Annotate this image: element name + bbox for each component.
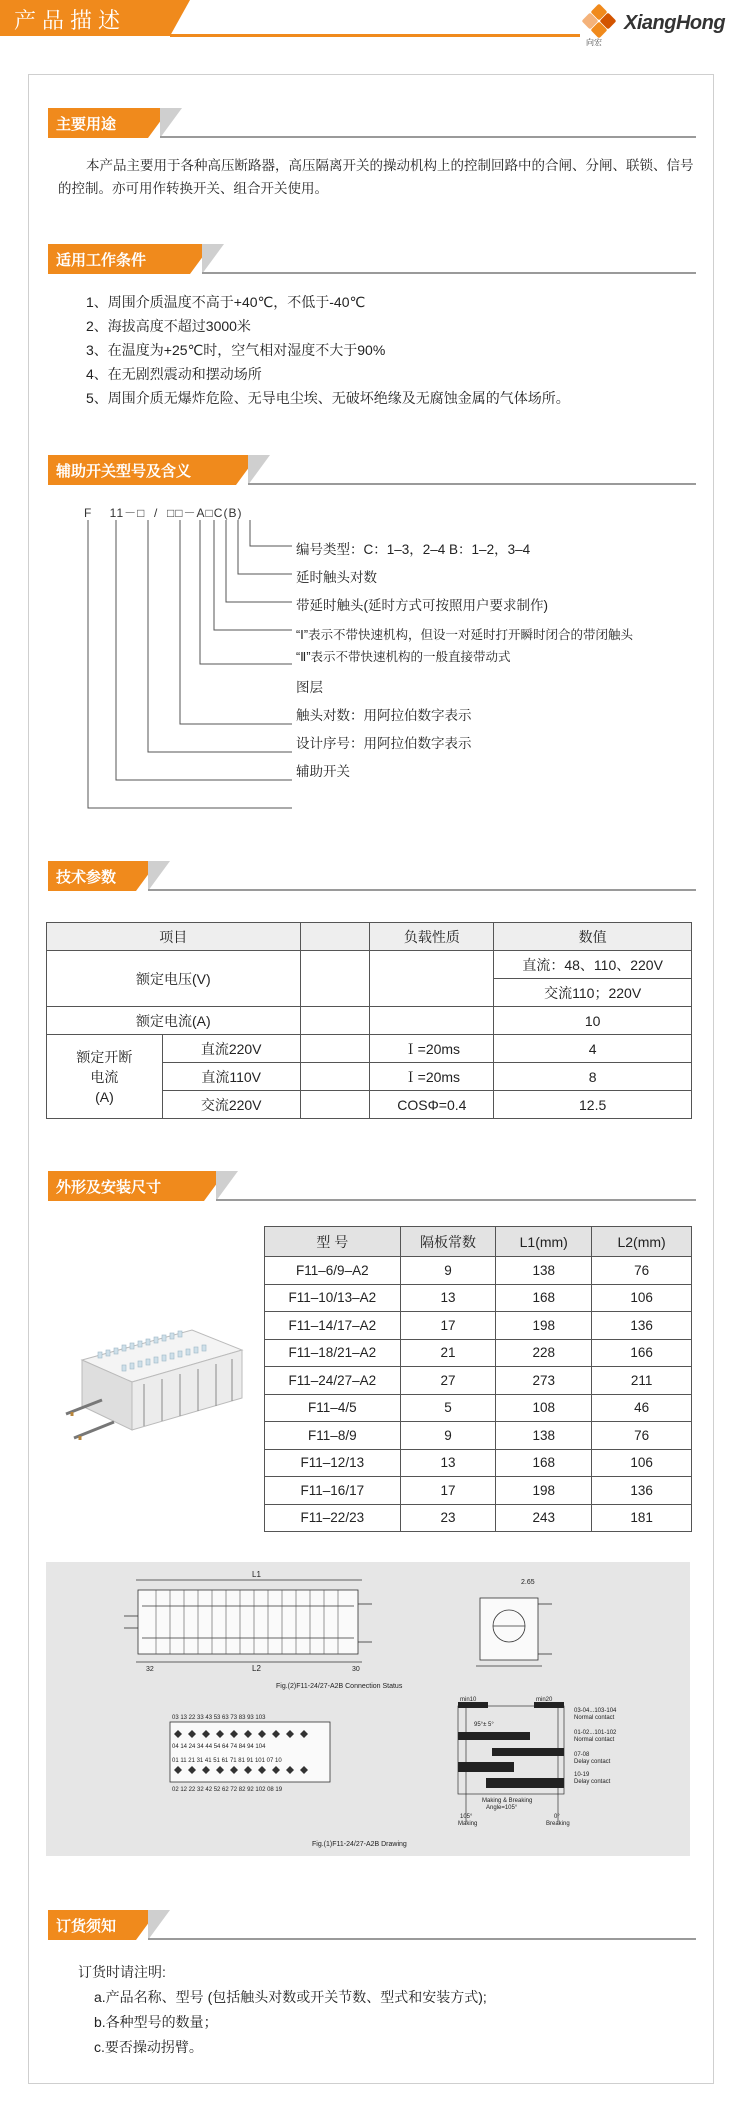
table-cell: 12.5 (494, 1091, 692, 1119)
list-item: 2、海拔高度不超过3000米 (86, 318, 251, 334)
drawing-svg (46, 1562, 690, 1856)
table-cell: COSΦ=0.4 (370, 1091, 494, 1119)
dimensions-table (264, 1226, 692, 1532)
table-row (265, 1339, 692, 1367)
table-cell: 76 (592, 1422, 692, 1450)
section-title: 主要用途 (48, 108, 148, 138)
title-underline (170, 34, 580, 37)
table-row (47, 951, 692, 979)
section-title: 辅助开关型号及含义 (48, 455, 236, 485)
dim-32: 32 (146, 1666, 154, 1673)
section-header-conditions (48, 244, 696, 276)
table-header-cell: 数值 (494, 923, 692, 951)
list-item: 1、周围介质温度不高于+40℃，不低于-40℃ (86, 294, 366, 310)
table-cell: 交流110；220V (494, 979, 692, 1007)
table-row (265, 1367, 692, 1395)
table-cell: F11–18/21–A2 (265, 1339, 401, 1367)
legend-3a: 07-08 (574, 1752, 590, 1758)
list-item: 5、周围介质无爆炸危险、无导电尘埃、无破坏绝缘及无腐蚀金属的气体场所。 (86, 390, 570, 406)
table-cell: 10 (494, 1007, 692, 1035)
table-cell: 额定电流(A) (47, 1007, 301, 1035)
model-label: 图层 (296, 680, 323, 695)
table-row (265, 1312, 692, 1340)
table-row (265, 1284, 692, 1312)
dim-l2: L2 (252, 1664, 261, 1673)
table-cell: 243 (496, 1504, 592, 1532)
list-item: 4、在无剧烈震动和摆动场所 (86, 366, 262, 382)
page-title: 产品描述 (14, 9, 127, 34)
table-row (265, 1394, 692, 1422)
order-list (94, 1985, 694, 2060)
table-cell: 27 (400, 1367, 496, 1395)
table-header-cell: L1(mm) (496, 1227, 592, 1257)
table-cell: 106 (592, 1449, 692, 1477)
logo-mark-icon (584, 6, 614, 36)
table-header-cell: 负载性质 (370, 923, 494, 951)
table-row (265, 1422, 692, 1450)
table-header-cell: 隔板常数 (400, 1227, 496, 1257)
usage-text: 本产品主要用于各种高压断路器，高压隔离开关的操动机构上的控制回路中的合闸、分闸、联锁、信号的控制。亦可用作转换开关、组合开关使用。 (58, 158, 694, 196)
label-making-breaking: Making & Breaking (482, 1798, 533, 1804)
table-cell: Ｉ=20ms (370, 1035, 494, 1063)
legend-1b: Normal contact (574, 1715, 615, 1721)
table-cell: 106 (592, 1284, 692, 1312)
section-title: 外形及安装尺寸 (48, 1171, 204, 1201)
legend-2b: Normal contact (574, 1737, 615, 1743)
table-cell: 273 (496, 1367, 592, 1395)
fig2-caption: Fig.(2)F11-24/27-A2B Connection Status (276, 1683, 403, 1690)
table-cell: F11–12/13 (265, 1449, 401, 1477)
table-cell: 138 (496, 1422, 592, 1450)
section-header-model (48, 455, 696, 487)
legend-3b: Delay contact (574, 1759, 611, 1765)
table-cell: 17 (400, 1312, 496, 1340)
label-breaking: Breaking (546, 1821, 570, 1827)
section-header-usage (48, 108, 696, 140)
model-label: 设计序号：用阿拉伯数字表示 (296, 736, 472, 751)
table-cell: 181 (592, 1504, 692, 1532)
table-cell: 额定开断 电流 (A) (47, 1035, 163, 1119)
table-row (265, 1504, 692, 1532)
table-row (265, 1257, 692, 1285)
table-cell: F11–4/5 (265, 1394, 401, 1422)
conditions-list (86, 290, 696, 410)
table-cell: Ｉ=20ms (370, 1063, 494, 1091)
legend-4b: Delay contact (574, 1779, 611, 1785)
table-cell: 直流220V (162, 1035, 300, 1063)
dim-l1: L1 (252, 1570, 261, 1579)
table-cell: 17 (400, 1477, 496, 1505)
brand-logo (584, 4, 734, 48)
model-leader-lines (60, 518, 320, 818)
table-cell: 228 (496, 1339, 592, 1367)
terminal-row-3: 01 11 21 31 41 51 61 71 81 91 101 07 10 (172, 1758, 282, 1764)
table-cell: F11–14/17–A2 (265, 1312, 401, 1340)
table-header-cell: 型 号 (265, 1227, 401, 1257)
label-min10: min10 (460, 1697, 477, 1703)
model-label: 辅助开关 (296, 764, 350, 779)
table-cell: 21 (400, 1339, 496, 1367)
table-cell: 额定电压(V) (47, 951, 301, 1007)
terminal-top-row: 03 13 22 33 43 53 63 73 83 93 103 (172, 1715, 266, 1721)
table-header-cell: L2(mm) (592, 1227, 692, 1257)
list-item: a.产品名称、型号 (包括触头对数或开关节数、型式和安装方式); (94, 1989, 487, 2005)
table-cell: 交流220V (162, 1091, 300, 1119)
table-cell: F11–6/9–A2 (265, 1257, 401, 1285)
table-cell: 13 (400, 1284, 496, 1312)
list-item: c.要否操动拐臂。 (94, 2039, 203, 2055)
dim-2-65: 2.65 (521, 1579, 535, 1586)
legend-4a: 10-19 (574, 1772, 590, 1778)
table-cell: F11–8/9 (265, 1422, 401, 1450)
model-label: 触头对数：用阿拉伯数字表示 (296, 708, 472, 723)
label-min20: min20 (536, 1697, 553, 1703)
logo-cn: 向宏 (586, 38, 602, 47)
order-intro: 订货时请注明: (78, 1964, 166, 1980)
model-code: F 11－□ / □□－A□C(B) (84, 506, 243, 520)
label-making: Making (458, 1821, 478, 1827)
label-95deg: 95°± 5° (474, 1722, 494, 1728)
section-header-tech (48, 861, 696, 893)
fig1-caption: Fig.(1)F11-24/27-A2B Drawing (312, 1841, 407, 1848)
label-105deg: 105° (460, 1814, 473, 1820)
table-cell: 5 (400, 1394, 496, 1422)
dim-30: 30 (352, 1666, 360, 1673)
terminal-row-2: 04 14 24 34 44 54 64 74 84 94 104 (172, 1744, 266, 1750)
model-labels (296, 536, 633, 786)
table-cell: 13 (400, 1449, 496, 1477)
table-cell: 211 (592, 1367, 692, 1395)
table-cell: F11–10/13–A2 (265, 1284, 401, 1312)
page-title-block (0, 0, 170, 36)
table-cell: 8 (494, 1063, 692, 1091)
table-cell: 138 (496, 1257, 592, 1285)
table-cell: 直流：48、110、220V (494, 951, 692, 979)
model-label: 延时触头对数 (296, 570, 377, 585)
model-label: 编号类型：C：1–3，2–4 B：1–2，3–4 (296, 542, 531, 557)
model-label: 带延时触头(延时方式可按照用户要求制作) (296, 598, 548, 613)
section-header-order (48, 1910, 696, 1942)
table-row (47, 1007, 692, 1035)
section-header-dims (48, 1171, 696, 1203)
table-cell: 9 (400, 1422, 496, 1450)
table-cell: 198 (496, 1477, 592, 1505)
table-cell: 46 (592, 1394, 692, 1422)
section-title: 技术参数 (48, 861, 136, 891)
table-cell: 166 (592, 1339, 692, 1367)
table-cell: 9 (400, 1257, 496, 1285)
section-title: 适用工作条件 (48, 244, 190, 274)
table-row (47, 923, 692, 951)
table-header-cell: 项目 (47, 923, 301, 951)
table-cell: 76 (592, 1257, 692, 1285)
table-cell: 168 (496, 1449, 592, 1477)
label-0deg: 0° (554, 1814, 560, 1820)
table-cell: 136 (592, 1312, 692, 1340)
table-cell: 168 (496, 1284, 592, 1312)
table-row (47, 1035, 692, 1063)
table-cell: F11–24/27–A2 (265, 1367, 401, 1395)
model-label: “Ⅰ”表示不带快速机构，但设一对延时打开瞬时闭合的带闭触头 (296, 628, 634, 642)
table-row (265, 1477, 692, 1505)
tech-params-table (46, 922, 692, 1119)
table-cell: 198 (496, 1312, 592, 1340)
list-item: b.各种型号的数量； (94, 2014, 218, 2030)
table-cell: 4 (494, 1035, 692, 1063)
legend-2a: 01-02...101-102 (574, 1730, 617, 1736)
table-row (265, 1449, 692, 1477)
table-cell: 23 (400, 1504, 496, 1532)
section-title: 订货须知 (48, 1910, 136, 1940)
list-item: 3、在温度为+25℃时，空气相对湿度不大于90% (86, 342, 386, 358)
legend-1a: 03-04...103-104 (574, 1708, 617, 1714)
table-cell: F11–16/17 (265, 1477, 401, 1505)
model-label: “Ⅱ”表示不带快速机构的一般直接带动式 (296, 650, 511, 664)
table-cell: F11–22/23 (265, 1504, 401, 1532)
product-photo (62, 1310, 252, 1450)
terminal-row-4: 02 12 22 32 42 52 62 72 82 92 102 08 19 (172, 1787, 283, 1793)
label-angle: Angle=105° (486, 1805, 518, 1811)
table-cell: 136 (592, 1477, 692, 1505)
logo-en: XiangHong (624, 12, 726, 34)
table-cell: 直流110V (162, 1063, 300, 1091)
table-row (265, 1227, 692, 1257)
technical-drawing-panel (46, 1562, 690, 1856)
table-cell: 108 (496, 1394, 592, 1422)
